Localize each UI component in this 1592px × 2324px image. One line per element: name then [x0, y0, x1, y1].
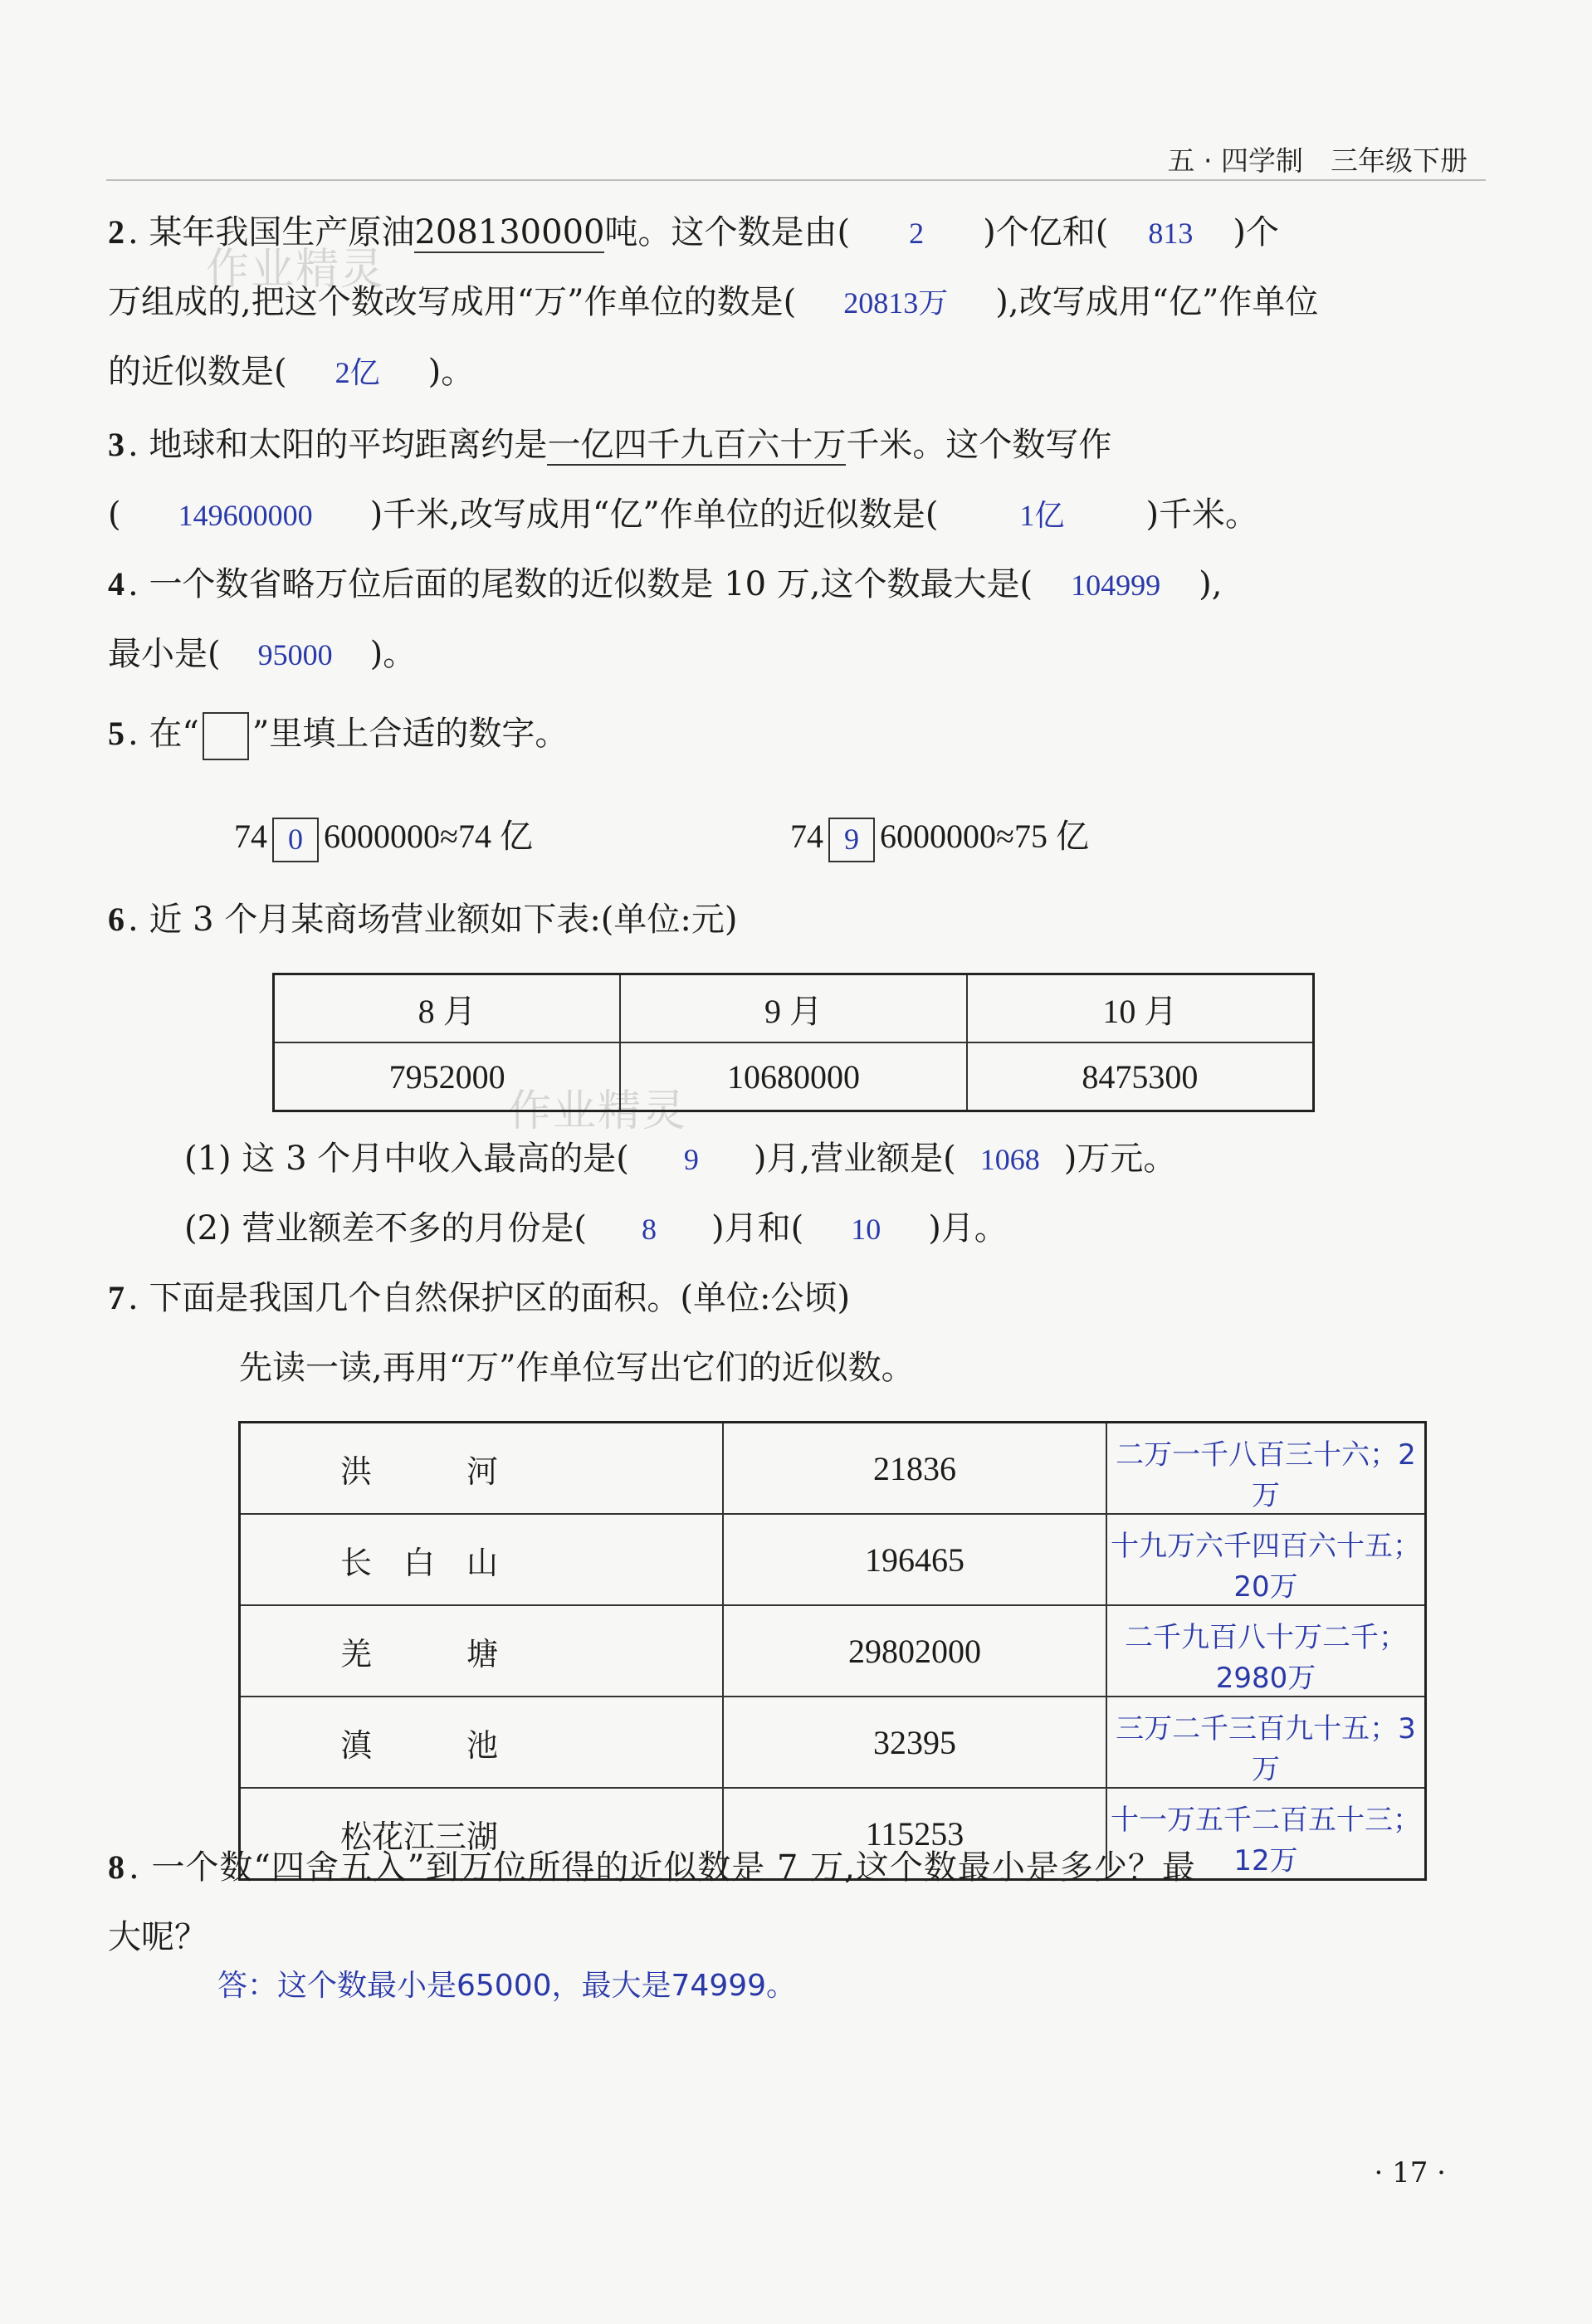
table-cell: 7952000 — [274, 1042, 621, 1111]
q6-sub1: (1) 这 3 个月中收入最高的是( 9 )月,营业额是( 1068 )万元。 — [184, 1135, 1176, 1183]
q3-line2: ( 149600000 )千米,改写成用“亿”作单位的近似数是( 1亿 )千米。 — [108, 491, 1258, 539]
table-row — [240, 1605, 1426, 1697]
q6-number: 6 — [108, 901, 125, 938]
q5-equation-1: 74 0 6000000≈74 亿 — [234, 813, 533, 862]
q5-number: 5 — [108, 715, 125, 752]
reserve-area: 29802000 — [723, 1605, 1106, 1697]
table-cell: 8475300 — [967, 1042, 1314, 1111]
table-row — [240, 1514, 1426, 1605]
table-row — [240, 1697, 1426, 1788]
reserve-name: 松花江三湖 — [240, 1788, 724, 1880]
empty-box-symbol — [203, 712, 249, 760]
q6-sub2: (2) 营业额差不多的月份是( 8 )月和( 10 )月。 — [184, 1205, 1008, 1252]
q2-answer-4: 2亿 — [335, 356, 380, 389]
q2-line3: 的近似数是( 2亿 )。 — [108, 349, 474, 396]
q4-answer-1: 104999 — [1071, 569, 1161, 602]
reserve-answer: 十一万五千二百五十三；12万 — [1106, 1788, 1426, 1880]
table-header-cell: 9 月 — [620, 974, 967, 1043]
q2-answer-1: 2 — [909, 217, 925, 250]
reserve-answer: 三万二千三百九十五；3万 — [1106, 1697, 1426, 1788]
table-header-cell: 10 月 — [967, 974, 1314, 1043]
q8-answer: 答：这个数最小是65000，最大是74999。 — [217, 1969, 797, 2003]
reserve-area: 32395 — [723, 1697, 1106, 1788]
q3-underlined-text: 一亿四千九百六十万 — [547, 426, 847, 464]
nature-reserve-table — [238, 1421, 1427, 1881]
watermark: 作业精灵 — [508, 1086, 688, 1136]
q3-line1: 3 . 地球和太阳的平均距离约是一亿四千九百六十万千米。这个数写作 — [108, 426, 1112, 464]
page-number: · 17 · — [1374, 2156, 1446, 2190]
q4-line2: 最小是( 95000 )。 — [108, 631, 416, 678]
page-header: 五 · 四学制 三年级下册 — [1167, 144, 1467, 177]
table-header-row — [274, 974, 1314, 1043]
q3-number: 3 — [108, 426, 125, 463]
q6-intro: 6 . 近 3 个月某商场营业额如下表:(单位:元) — [108, 901, 738, 939]
q6-answer-4: 10 — [851, 1213, 881, 1246]
q2-line1: 2 . 某年我国生产原油208130000吨。这个数是由( 2 )个亿和( 813 )个 — [108, 209, 1279, 256]
reserve-name: 洪 河 — [240, 1423, 724, 1515]
header-divider — [106, 179, 1486, 181]
q5-answer-box-1: 0 — [272, 818, 319, 862]
reserve-area: 196465 — [723, 1514, 1106, 1605]
q2-answer-2: 813 — [1148, 217, 1194, 250]
reserve-area: 21836 — [723, 1423, 1106, 1515]
q4-line1: 4 . 一个数省略万位后面的尾数的近似数是 10 万,这个数最大是( 104999 ), — [108, 561, 1222, 608]
q3-answer-2: 1亿 — [1019, 499, 1065, 532]
q5-line1: 5 . 在“ ”里填上合适的数字。 — [108, 710, 568, 760]
q3-answer-1: 149600000 — [178, 499, 313, 532]
q8-number: 8 — [108, 1848, 125, 1886]
reserve-name: 滇 池 — [240, 1697, 724, 1788]
table-row — [240, 1423, 1426, 1515]
reserve-name: 羌 塘 — [240, 1605, 724, 1697]
q8-line1: 8 . 一个数“四舍五入”到万位所得的近似数是 7 万,这个数最小是多少？最 — [108, 1848, 1196, 1887]
q7-number: 7 — [108, 1279, 125, 1316]
q6-answer-2: 1068 — [979, 1143, 1040, 1176]
reserve-answer: 二万一千八百三十六；2万 — [1106, 1423, 1426, 1515]
reserve-answer: 二千九百八十万二千；2980万 — [1106, 1605, 1426, 1697]
reserve-name: 长 白 山 — [240, 1514, 724, 1605]
q4-answer-2: 95000 — [257, 638, 333, 671]
q8-line2: 大呢？ — [108, 1918, 208, 1956]
q7-intro: 7 . 下面是我国几个自然保护区的面积。(单位:公顷) — [108, 1279, 851, 1317]
q7-instruction: 先读一读,再用“万”作单位写出它们的近似数。 — [239, 1349, 915, 1387]
q5-answer-box-2: 9 — [828, 818, 875, 862]
watermark: 作业精灵 — [206, 245, 386, 295]
q6-answer-3: 8 — [641, 1213, 657, 1246]
table-cell: 10680000 — [620, 1042, 967, 1111]
reserve-answer: 十九万六千四百六十五；20万 — [1106, 1514, 1426, 1605]
table-header-cell: 8 月 — [274, 974, 621, 1043]
q6-answer-1: 9 — [683, 1143, 699, 1176]
q2-number: 2 — [108, 213, 125, 251]
q2-line2: 万组成的,把这个数改写成用“万”作单位的数是( 20813万 ),改写成用“亿”作单位 — [108, 279, 1318, 326]
q4-number: 4 — [108, 565, 125, 603]
q5-equation-2: 74 9 6000000≈75 亿 — [790, 813, 1089, 862]
revenue-table — [272, 973, 1315, 1112]
table-row — [274, 1042, 1314, 1111]
q2-underlined-number: 208130000 — [414, 213, 605, 251]
q2-answer-3: 20813万 — [843, 286, 949, 320]
reserve-area: 115253 — [723, 1788, 1106, 1880]
